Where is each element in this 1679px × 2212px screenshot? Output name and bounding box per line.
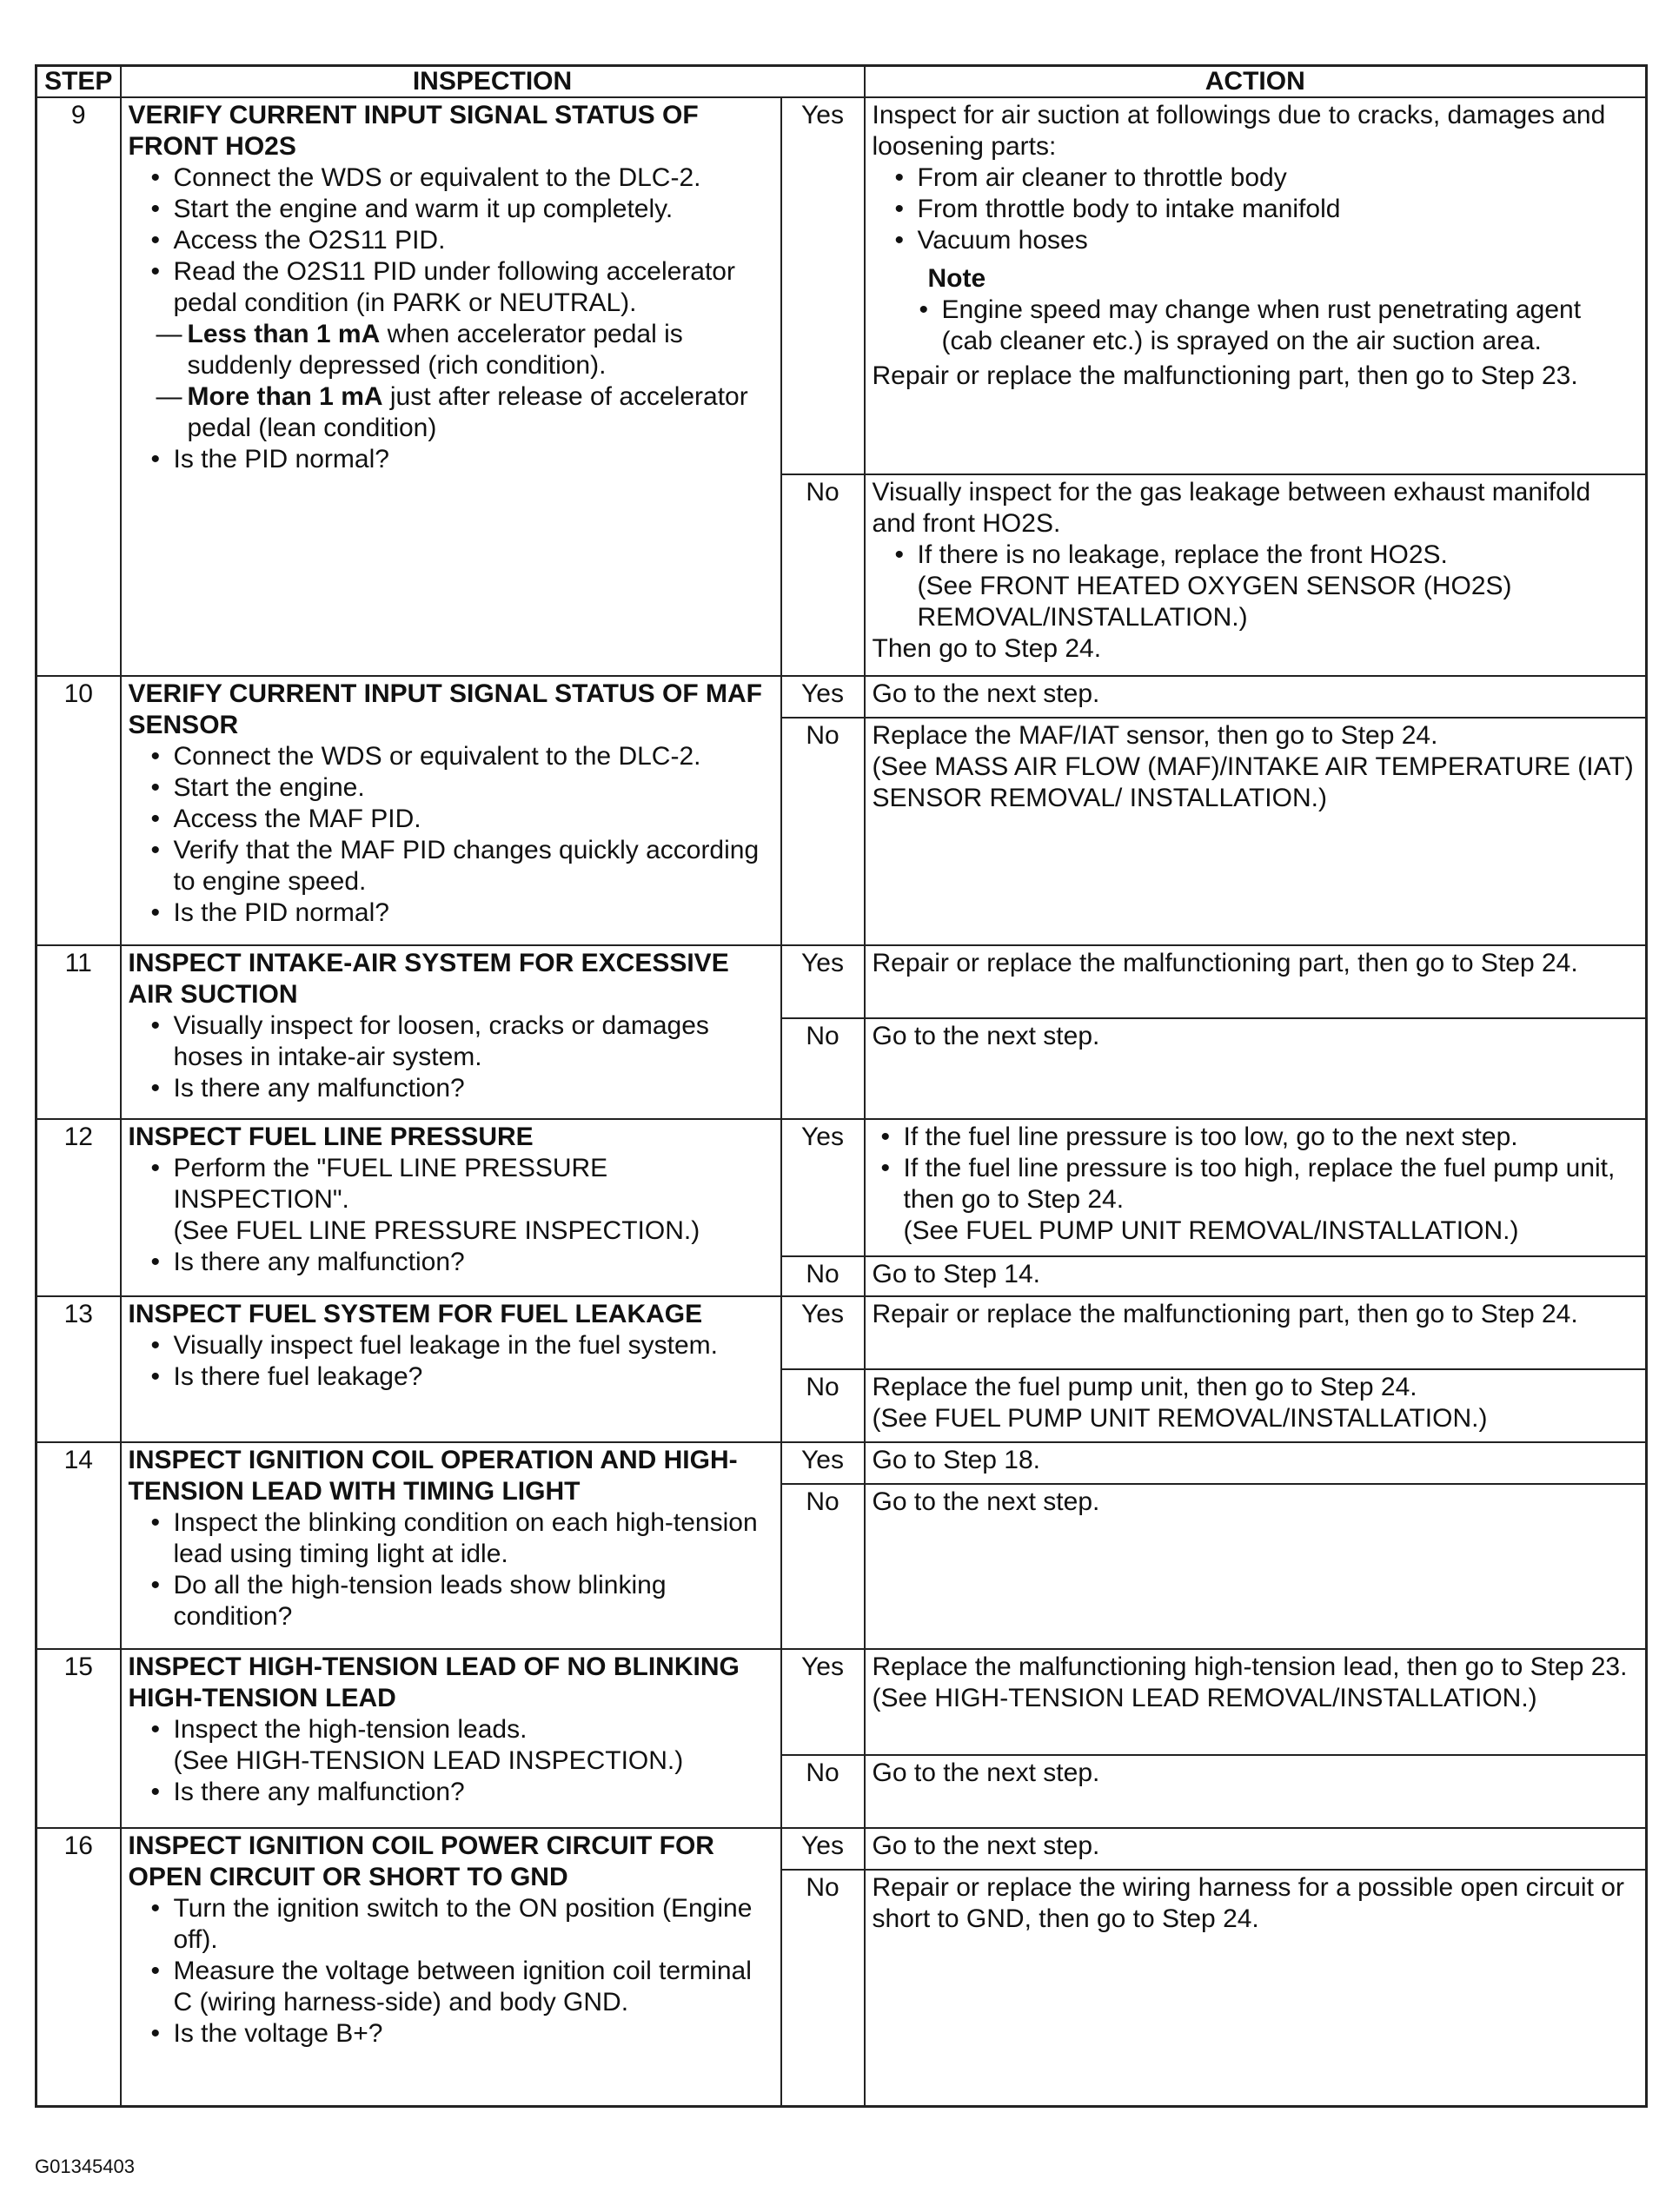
diagnostic-table <box>35 64 1648 2108</box>
no-label: No <box>781 1256 865 1296</box>
condition-rich: — Less than 1 mA when accelerator pedal is suddenly depressed (rich condition). <box>156 319 773 381</box>
action-yes: Repair or replace the malfunctioning part, then go to Step 24. <box>865 1296 1647 1369</box>
table-row <box>36 1442 1647 1484</box>
yes-label: Yes <box>781 1119 865 1256</box>
table-row <box>36 97 1647 474</box>
yes-label: Yes <box>781 676 865 718</box>
action-bullet: • If the fuel line pressure is too high, replace the fuel pump unit, then go to Step 24. (See FUEL PUMP UNIT REMOVAL/INSTALLATION.) <box>878 1153 1639 1247</box>
yes-label: Yes <box>781 1296 865 1369</box>
inspection-bullet: • Inspect the blinking condition on each high-tension lead using timing light at idle. <box>148 1507 773 1570</box>
table-row <box>36 1119 1647 1256</box>
inspection-title: INSPECT HIGH-TENSION LEAD OF NO BLINKING HIGH-TENSION LEAD <box>128 1652 740 1712</box>
no-label: No <box>781 1870 865 2106</box>
inspection-cell <box>121 1442 781 1649</box>
step-number: 13 <box>36 1296 121 1442</box>
action-no: Go to the next step. <box>865 1484 1647 1649</box>
inspection-bullet: • Perform the "FUEL LINE PRESSURE INSPECTION". (See FUEL LINE PRESSURE INSPECTION.) <box>148 1153 773 1247</box>
yes-label: Yes <box>781 97 865 474</box>
diagnostic-table-container <box>35 64 1645 2108</box>
action-bullet: • If there is no leakage, replace the front HO2S. (See FRONT HEATED OXYGEN SENSOR (HO2S) REMOVAL/INSTALLATION.) <box>892 540 1639 633</box>
inspection-bullet: • Connect the WDS or equivalent to the DLC-2. <box>148 741 773 772</box>
yes-label: Yes <box>781 1442 865 1484</box>
yes-label: Yes <box>781 1649 865 1755</box>
inspection-cell <box>121 1828 781 2106</box>
action-yes: Inspect for air suction at followings due to cracks, damages and loosening parts: • From air cleaner to throttle body • From throttle body to intake manifold • Vacuum hoses Note • Engine speed may change when rust penetrating agent (cab cleaner etc.) is sprayed on the air suction area. Repair or replace the malfunctioning part, then go to Step 23. <box>865 97 1647 474</box>
inspection-title: INSPECT FUEL LINE PRESSURE <box>128 1123 534 1151</box>
inspection-bullet: • Start the engine and warm it up completely. <box>148 194 773 225</box>
inspection-bullet: • Read the O2S11 PID under following accelerator pedal condition (in PARK or NEUTRAL). <box>148 256 773 319</box>
step-number: 9 <box>36 97 121 676</box>
inspection-title: INSPECT FUEL SYSTEM FOR FUEL LEAKAGE <box>128 1300 703 1328</box>
step-number: 16 <box>36 1828 121 2106</box>
action-yes: Go to Step 18. <box>865 1442 1647 1484</box>
inspection-title: INSPECT IGNITION COIL OPERATION AND HIGH-TENSION LEAD WITH TIMING LIGHT <box>128 1446 738 1506</box>
header-inspection: INSPECTION <box>121 66 865 98</box>
table-row <box>36 1649 1647 1755</box>
inspection-bullet: • Connect the WDS or equivalent to the DLC-2. <box>148 162 773 194</box>
table-row <box>36 676 1647 718</box>
table-row <box>36 945 1647 1018</box>
inspection-bullet: • Visually inspect fuel leakage in the fuel system. <box>148 1330 773 1361</box>
action-bullet: • From throttle body to intake manifold <box>892 194 1639 225</box>
action-no: Go to Step 14. <box>865 1256 1647 1296</box>
inspection-bullet: • Start the engine. <box>148 772 773 804</box>
action-bullet: • Vacuum hoses <box>892 225 1639 256</box>
inspection-cell <box>121 676 781 945</box>
header-action: ACTION <box>865 66 1647 98</box>
no-label: No <box>781 1484 865 1649</box>
inspection-cell <box>121 945 781 1119</box>
yes-label: Yes <box>781 1828 865 1870</box>
inspection-title: INSPECT IGNITION COIL POWER CIRCUIT FOR OPEN CIRCUIT OR SHORT TO GND <box>128 1831 714 1891</box>
action-no: Replace the MAF/IAT sensor, then go to Step 24. (See MASS AIR FLOW (MAF)/INTAKE AIR TEMPERATURE (IAT) SENSOR REMOVAL/ INSTALLATION.) <box>865 718 1647 945</box>
step-number: 12 <box>36 1119 121 1296</box>
inspection-bullet: • Measure the voltage between ignition coil terminal C (wiring harness-side) and body GND. <box>148 1956 773 2018</box>
no-label: No <box>781 1755 865 1828</box>
inspection-cell <box>121 97 781 676</box>
inspection-bullet: • Is there any malfunction? <box>148 1777 773 1808</box>
action-no: Repair or replace the wiring harness for a possible open circuit or short to GND, then go to Step 24. <box>865 1870 1647 2106</box>
action-bullet: • From air cleaner to throttle body <box>892 162 1639 194</box>
action-text: Repair or replace the malfunctioning part, then go to Step 23. <box>872 361 1578 390</box>
step-number: 10 <box>36 676 121 945</box>
yes-label: Yes <box>781 945 865 1018</box>
inspection-title: VERIFY CURRENT INPUT SIGNAL STATUS OF FRONT HO2S <box>128 101 699 161</box>
inspection-cell <box>121 1119 781 1296</box>
inspection-bullet: • Verify that the MAF PID changes quickly according to engine speed. <box>148 835 773 897</box>
inspection-bullet: • Is there any malfunction? <box>148 1247 773 1278</box>
note-text: • Engine speed may change when rust penetrating agent (cab cleaner etc.) is sprayed on the air suction area. <box>916 295 1639 357</box>
inspection-title: INSPECT INTAKE-AIR SYSTEM FOR EXCESSIVE AIR SUCTION <box>128 949 729 1009</box>
step-number: 14 <box>36 1442 121 1649</box>
step-number: 11 <box>36 945 121 1119</box>
action-yes <box>865 1119 1647 1256</box>
note-label: Note <box>927 264 986 293</box>
action-yes: Go to the next step. <box>865 1828 1647 1870</box>
inspection-title: VERIFY CURRENT INPUT SIGNAL STATUS OF MAF SENSOR <box>128 679 762 739</box>
inspection-bullet: • Is the PID normal? <box>148 897 773 929</box>
inspection-question: • Is the PID normal? <box>148 444 773 475</box>
action-yes: Replace the malfunctioning high-tension lead, then go to Step 23. (See HIGH-TENSION LEAD REMOVAL/INSTALLATION.) <box>865 1649 1647 1755</box>
header-step: STEP <box>36 66 121 98</box>
inspection-cell <box>121 1296 781 1442</box>
action-no: Go to the next step. <box>865 1755 1647 1828</box>
table-row <box>36 1828 1647 1870</box>
table-row <box>36 1296 1647 1369</box>
inspection-bullet: • Access the MAF PID. <box>148 804 773 835</box>
action-no: Replace the fuel pump unit, then go to Step 24. (See FUEL PUMP UNIT REMOVAL/INSTALLATION.) <box>865 1369 1647 1442</box>
action-no: Visually inspect for the gas leakage between exhaust manifold and front HO2S. • If there is no leakage, replace the front HO2S. (See FRONT HEATED OXYGEN SENSOR (HO2S) REMOVAL/INSTALLATION.) Then go to Step 24. <box>865 474 1647 676</box>
inspection-bullet: • Visually inspect for loosen, cracks or damages hoses in intake-air system. <box>148 1010 773 1073</box>
action-yes: Go to the next step. <box>865 676 1647 718</box>
inspection-bullet: • Turn the ignition switch to the ON position (Engine off). <box>148 1893 773 1956</box>
table-header-row <box>36 66 1647 98</box>
step-number: 15 <box>36 1649 121 1828</box>
figure-code: G01345403 <box>35 2156 135 2177</box>
inspection-cell <box>121 1649 781 1828</box>
action-bullet: • If the fuel line pressure is too low, go to the next step. <box>878 1122 1639 1153</box>
inspection-bullet: • Is the voltage B+? <box>148 2018 773 2050</box>
no-label: No <box>781 474 865 676</box>
no-label: No <box>781 718 865 945</box>
inspection-bullet: • Is there any malfunction? <box>148 1073 773 1104</box>
action-no: Go to the next step. <box>865 1018 1647 1119</box>
inspection-bullet: • Access the O2S11 PID. <box>148 225 773 256</box>
inspection-bullet: • Do all the high-tension leads show blinking condition? <box>148 1570 773 1633</box>
no-label: No <box>781 1369 865 1442</box>
condition-lean: — More than 1 mA just after release of accelerator pedal (lean condition) <box>156 381 773 444</box>
inspection-bullet: • Inspect the high-tension leads. (See HIGH-TENSION LEAD INSPECTION.) <box>148 1714 773 1777</box>
action-yes: Repair or replace the malfunctioning part, then go to Step 24. <box>865 945 1647 1018</box>
no-label: No <box>781 1018 865 1119</box>
inspection-bullet: • Is there fuel leakage? <box>148 1361 773 1393</box>
